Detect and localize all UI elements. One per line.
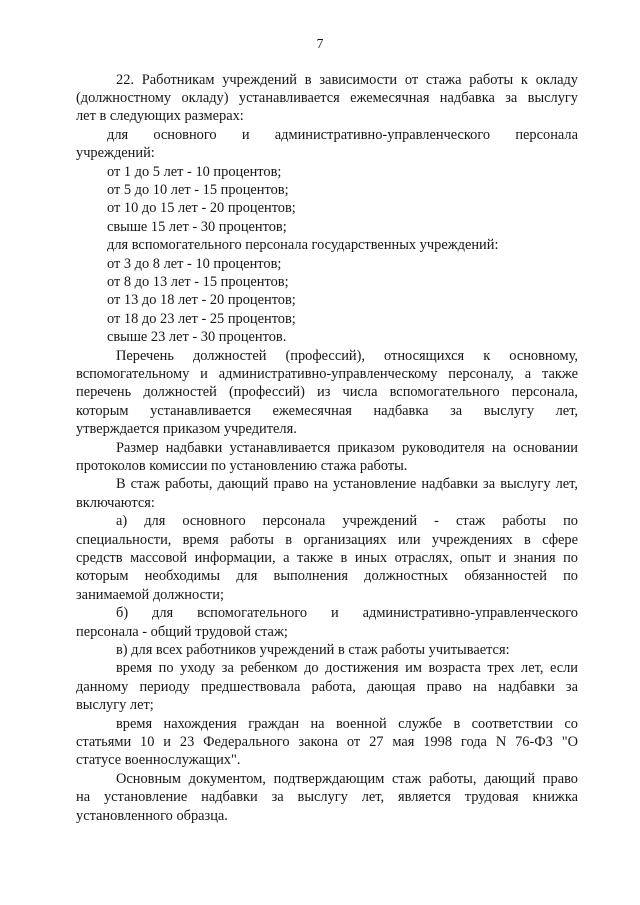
paragraph-line: занимаемой должности; (76, 587, 224, 603)
paragraph-line: вспомогательному и административно-управленческому персоналу, а также (76, 366, 578, 382)
paragraph-line: статусе военнослужащих". (76, 752, 241, 768)
paragraph-line: включаются: (76, 495, 155, 511)
paragraph-line: персонала - общий трудовой стаж; (76, 624, 288, 640)
list-item: от 5 до 10 лет - 15 процентов; (107, 182, 289, 198)
paragraph-line: В стаж работы, дающий право на установление надбавки за выслугу лет, (116, 476, 578, 492)
paragraph-line: время нахождения граждан на военной службе в соответствии со (116, 716, 578, 732)
paragraph-line: протоколов комиссии по установлению стажа работы. (76, 458, 408, 474)
paragraph-line: в) для всех работников учреждений в стаж работы учитывается: (116, 642, 510, 658)
paragraph-line: для основного и административно-управленческого персонала (107, 127, 578, 143)
paragraph-line: б) для вспомогательного и административно-управленческого (116, 605, 578, 621)
paragraph-line: лет в следующих размерах: (76, 108, 244, 124)
paragraph-line: (должностному окладу) устанавливается ежемесячная надбавка за выслугу (76, 90, 578, 106)
paragraph-line: средств массовой информации, а также в иных отраслях, опыт и знания по (76, 550, 578, 566)
list-item: от 10 до 15 лет - 20 процентов; (107, 200, 296, 216)
paragraph-line: на установление надбавки за выслугу лет, является трудовая книжка (76, 789, 578, 805)
page-number: 7 (316, 36, 324, 51)
paragraph-line: учреждений: (76, 145, 155, 161)
paragraph-line: данному периоду предшествовала работа, дающая право на надбавки за (76, 679, 578, 695)
list-item: от 18 до 23 лет - 25 процентов; (107, 311, 296, 327)
list-item: от 13 до 18 лет - 20 процентов; (107, 292, 296, 308)
paragraph-line: Размер надбавки устанавливается приказом руководителя на основании (116, 440, 578, 456)
paragraph-line: перечень должностей (профессий) из числа вспомогательного персонала, (76, 384, 578, 400)
paragraph-line: которым устанавливается ежемесячная надбавка за выслугу лет, (76, 403, 578, 419)
paragraph-line: статьями 10 и 23 Федерального закона от 27 мая 1998 года N 76-ФЗ "О (76, 734, 578, 750)
paragraph-line: 22. Работникам учреждений в зависимости от стажа работы к окладу (116, 72, 578, 88)
list-item: от 3 до 8 лет - 10 процентов; (107, 256, 282, 272)
paragraph-line: специальности, время работы в организациях или учреждениях в сфере (76, 532, 578, 548)
paragraph-line: время по уходу за ребенком до достижения им возраста трех лет, если (116, 660, 578, 676)
list-item: свыше 15 лет - 30 процентов; (107, 219, 287, 235)
list-item: свыше 23 лет - 30 процентов. (107, 329, 287, 345)
paragraph-line: а) для основного персонала учреждений - стаж работы по (116, 513, 578, 529)
paragraph-line: Перечень должностей (профессий), относящихся к основному, (116, 348, 578, 364)
paragraph-line: установленного образца. (76, 808, 228, 824)
paragraph-line: утверждается приказом учредителя. (76, 421, 297, 437)
paragraph-line: выслугу лет; (76, 697, 154, 713)
paragraph-line: Основным документом, подтверждающим стаж работы, дающий право (116, 771, 578, 787)
paragraph-line: которым необходимы для выполнения должностных обязанностей по (76, 568, 578, 584)
list-item: от 8 до 13 лет - 15 процентов; (107, 274, 289, 290)
paragraph-line: для вспомогательного персонала государственных учреждений: (107, 237, 499, 253)
list-item: от 1 до 5 лет - 10 процентов; (107, 164, 282, 180)
